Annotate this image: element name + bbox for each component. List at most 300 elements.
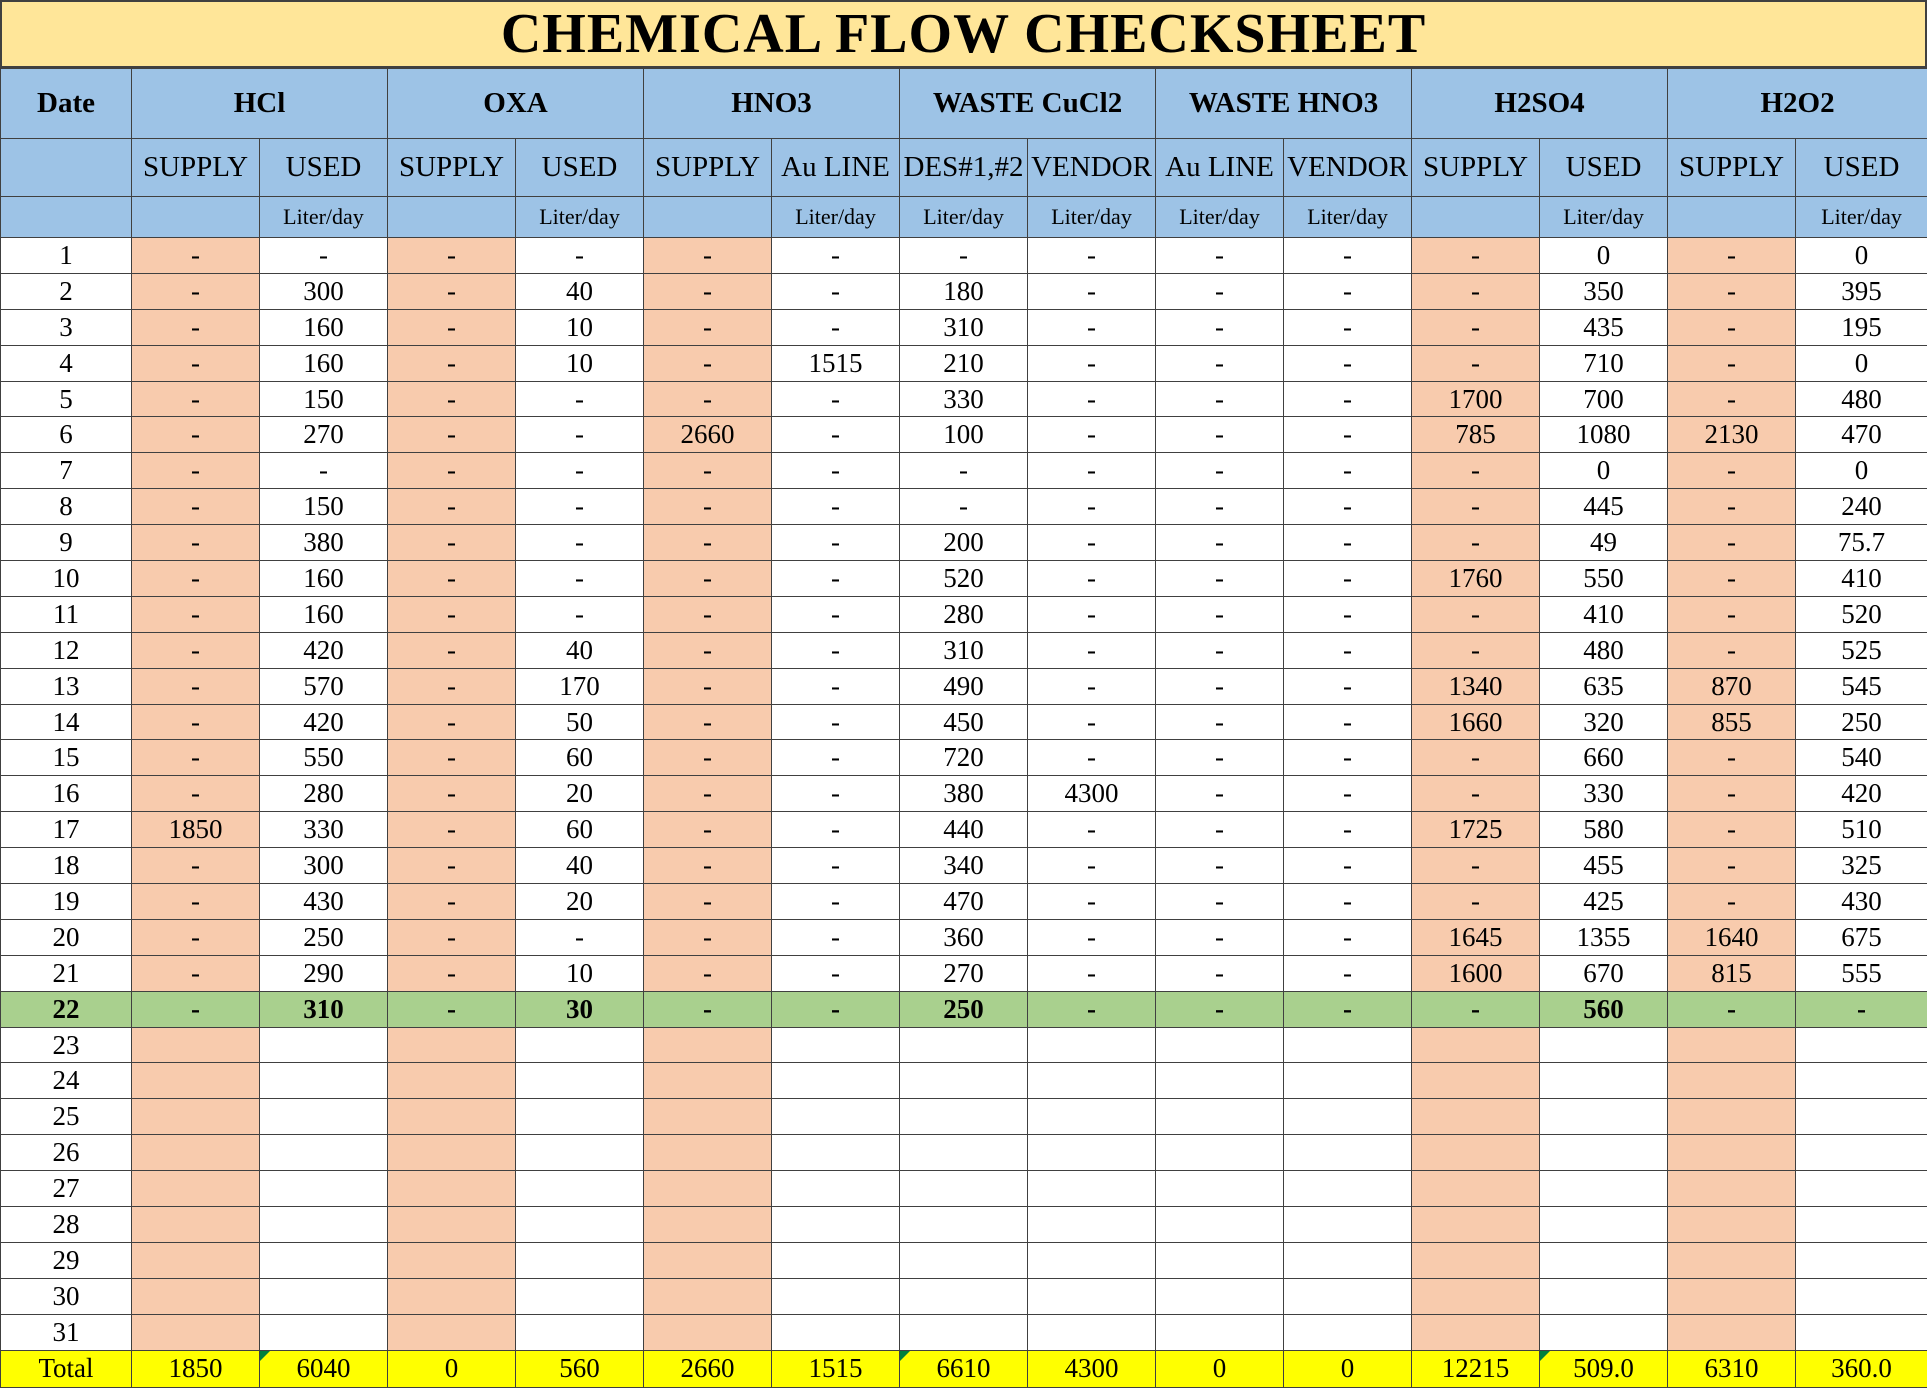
table-cell[interactable]: - [388, 238, 516, 274]
table-cell[interactable]: - [132, 632, 260, 668]
table-cell[interactable]: - [1668, 991, 1796, 1027]
table-cell[interactable]: 480 [1796, 381, 1927, 417]
table-cell[interactable] [1028, 1099, 1156, 1135]
table-cell[interactable]: - [772, 273, 900, 309]
table-cell[interactable]: 380 [900, 776, 1028, 812]
table-cell[interactable] [900, 1027, 1028, 1063]
table-cell[interactable]: 450 [900, 704, 1028, 740]
table-cell[interactable] [1156, 1314, 1284, 1350]
table-cell[interactable] [1668, 1063, 1796, 1099]
table-cell[interactable]: - [644, 776, 772, 812]
table-cell[interactable] [772, 1171, 900, 1207]
table-cell[interactable]: - [388, 417, 516, 453]
table-cell[interactable]: 0 [1796, 238, 1927, 274]
table-cell[interactable]: 160 [260, 309, 388, 345]
table-cell[interactable]: 520 [1796, 596, 1927, 632]
table-cell[interactable]: - [1284, 561, 1412, 597]
table-cell[interactable]: 470 [1796, 417, 1927, 453]
table-cell[interactable]: - [388, 453, 516, 489]
table-cell[interactable]: - [132, 919, 260, 955]
table-cell[interactable]: - [1412, 453, 1540, 489]
table-cell[interactable]: - [1028, 309, 1156, 345]
table-cell[interactable] [1668, 1027, 1796, 1063]
table-cell[interactable]: - [1156, 632, 1284, 668]
table-cell[interactable]: - [1668, 238, 1796, 274]
table-cell[interactable]: 430 [1796, 884, 1927, 920]
table-cell[interactable]: 30 [516, 991, 644, 1027]
table-cell[interactable]: 250 [900, 991, 1028, 1027]
table-cell[interactable]: - [1028, 740, 1156, 776]
table-cell[interactable]: - [1156, 596, 1284, 632]
table-cell[interactable]: 200 [900, 525, 1028, 561]
table-cell[interactable]: 20 [516, 776, 644, 812]
table-cell[interactable] [1412, 1314, 1540, 1350]
table-cell[interactable] [132, 1027, 260, 1063]
table-cell[interactable]: - [772, 955, 900, 991]
table-cell[interactable]: 250 [260, 919, 388, 955]
table-cell[interactable] [1156, 1099, 1284, 1135]
table-cell[interactable]: 570 [260, 668, 388, 704]
total-cell[interactable]: 509.0 [1540, 1350, 1668, 1387]
table-cell[interactable]: - [132, 884, 260, 920]
table-cell[interactable]: - [1156, 848, 1284, 884]
table-cell[interactable]: 870 [1668, 668, 1796, 704]
table-cell[interactable] [516, 1171, 644, 1207]
table-cell[interactable]: - [388, 309, 516, 345]
table-cell[interactable]: - [772, 632, 900, 668]
table-cell[interactable] [900, 1207, 1028, 1243]
table-cell[interactable]: - [772, 489, 900, 525]
table-cell[interactable] [644, 1207, 772, 1243]
table-cell[interactable]: - [772, 884, 900, 920]
table-cell[interactable]: - [388, 884, 516, 920]
table-cell[interactable] [388, 1099, 516, 1135]
total-cell[interactable]: 6040 [260, 1350, 388, 1387]
table-cell[interactable]: - [1668, 381, 1796, 417]
table-cell[interactable]: - [772, 309, 900, 345]
table-cell[interactable]: - [1284, 309, 1412, 345]
table-cell[interactable]: - [1284, 776, 1412, 812]
table-cell[interactable]: 10 [516, 345, 644, 381]
table-cell[interactable]: 445 [1540, 489, 1668, 525]
table-cell[interactable]: - [644, 525, 772, 561]
table-cell[interactable]: - [1284, 668, 1412, 704]
total-cell[interactable]: 2660 [644, 1350, 772, 1387]
table-cell[interactable]: - [1412, 345, 1540, 381]
table-cell[interactable]: - [1028, 955, 1156, 991]
table-cell[interactable]: - [772, 561, 900, 597]
table-cell[interactable] [1668, 1099, 1796, 1135]
table-cell[interactable]: 310 [900, 309, 1028, 345]
table-cell[interactable]: - [1156, 919, 1284, 955]
table-cell[interactable]: - [388, 955, 516, 991]
table-cell[interactable]: - [644, 381, 772, 417]
table-cell[interactable] [1156, 1242, 1284, 1278]
table-cell[interactable]: - [132, 848, 260, 884]
table-cell[interactable]: 330 [260, 812, 388, 848]
table-cell[interactable]: - [1284, 955, 1412, 991]
table-cell[interactable]: - [1668, 848, 1796, 884]
table-cell[interactable]: - [516, 381, 644, 417]
table-cell[interactable]: - [1284, 273, 1412, 309]
table-cell[interactable]: 1660 [1412, 704, 1540, 740]
table-cell[interactable]: - [1028, 489, 1156, 525]
table-cell[interactable] [388, 1242, 516, 1278]
table-cell[interactable] [1540, 1314, 1668, 1350]
table-cell[interactable] [900, 1099, 1028, 1135]
table-cell[interactable]: - [1156, 884, 1284, 920]
table-cell[interactable] [644, 1278, 772, 1314]
table-cell[interactable]: - [132, 991, 260, 1027]
table-cell[interactable]: - [1156, 812, 1284, 848]
table-cell[interactable]: 310 [900, 632, 1028, 668]
table-cell[interactable]: - [1156, 453, 1284, 489]
table-cell[interactable] [772, 1099, 900, 1135]
table-cell[interactable]: - [1028, 345, 1156, 381]
table-cell[interactable] [772, 1063, 900, 1099]
table-cell[interactable]: - [1412, 776, 1540, 812]
table-cell[interactable]: - [1412, 848, 1540, 884]
table-cell[interactable]: 1760 [1412, 561, 1540, 597]
table-cell[interactable]: - [900, 453, 1028, 489]
table-cell[interactable] [1028, 1027, 1156, 1063]
table-cell[interactable] [516, 1027, 644, 1063]
table-cell[interactable]: - [388, 704, 516, 740]
table-cell[interactable]: 0 [1540, 238, 1668, 274]
table-cell[interactable]: - [1284, 991, 1412, 1027]
table-cell[interactable]: - [132, 489, 260, 525]
table-cell[interactable]: 100 [900, 417, 1028, 453]
table-cell[interactable] [900, 1171, 1028, 1207]
table-cell[interactable]: 540 [1796, 740, 1927, 776]
table-cell[interactable] [900, 1278, 1028, 1314]
table-cell[interactable] [772, 1278, 900, 1314]
table-cell[interactable]: 675 [1796, 919, 1927, 955]
table-cell[interactable]: 290 [260, 955, 388, 991]
table-cell[interactable]: - [644, 453, 772, 489]
table-cell[interactable] [1412, 1063, 1540, 1099]
table-cell[interactable]: 635 [1540, 668, 1668, 704]
table-cell[interactable]: 435 [1540, 309, 1668, 345]
table-cell[interactable]: 360 [900, 919, 1028, 955]
table-cell[interactable] [132, 1135, 260, 1171]
table-cell[interactable]: 470 [900, 884, 1028, 920]
table-cell[interactable] [1668, 1207, 1796, 1243]
table-cell[interactable] [1668, 1242, 1796, 1278]
table-cell[interactable]: - [1156, 238, 1284, 274]
table-cell[interactable]: - [1028, 417, 1156, 453]
total-cell[interactable]: 0 [1156, 1350, 1284, 1387]
table-cell[interactable] [1284, 1242, 1412, 1278]
table-cell[interactable]: 420 [260, 632, 388, 668]
table-cell[interactable] [772, 1135, 900, 1171]
table-cell[interactable]: 250 [1796, 704, 1927, 740]
table-cell[interactable]: - [1284, 489, 1412, 525]
table-cell[interactable]: - [644, 955, 772, 991]
table-cell[interactable]: - [772, 596, 900, 632]
table-cell[interactable] [1284, 1135, 1412, 1171]
table-cell[interactable]: 815 [1668, 955, 1796, 991]
table-cell[interactable] [1028, 1135, 1156, 1171]
table-cell[interactable]: 300 [260, 273, 388, 309]
table-cell[interactable]: - [388, 919, 516, 955]
table-cell[interactable] [1284, 1171, 1412, 1207]
table-cell[interactable]: - [1156, 381, 1284, 417]
table-cell[interactable]: - [1668, 812, 1796, 848]
table-cell[interactable] [1156, 1278, 1284, 1314]
table-cell[interactable]: 520 [900, 561, 1028, 597]
table-cell[interactable]: - [1412, 273, 1540, 309]
table-cell[interactable]: - [772, 525, 900, 561]
table-cell[interactable] [644, 1171, 772, 1207]
table-cell[interactable] [132, 1207, 260, 1243]
total-cell[interactable]: 1515 [772, 1350, 900, 1387]
table-cell[interactable]: - [132, 309, 260, 345]
table-cell[interactable] [1028, 1314, 1156, 1350]
table-cell[interactable]: 0 [1796, 453, 1927, 489]
table-cell[interactable]: - [1156, 776, 1284, 812]
table-cell[interactable]: 660 [1540, 740, 1668, 776]
table-cell[interactable]: - [1668, 561, 1796, 597]
table-cell[interactable]: - [388, 740, 516, 776]
total-cell[interactable]: 360.0 [1796, 1350, 1927, 1387]
table-cell[interactable] [644, 1099, 772, 1135]
table-cell[interactable] [900, 1242, 1028, 1278]
table-cell[interactable] [644, 1135, 772, 1171]
table-cell[interactable]: 525 [1796, 632, 1927, 668]
table-cell[interactable] [1796, 1314, 1927, 1350]
table-cell[interactable]: 420 [1796, 776, 1927, 812]
table-cell[interactable]: - [132, 417, 260, 453]
table-cell[interactable]: - [1028, 668, 1156, 704]
table-cell[interactable] [388, 1027, 516, 1063]
table-cell[interactable]: 440 [900, 812, 1028, 848]
table-cell[interactable]: - [1284, 704, 1412, 740]
table-cell[interactable]: - [132, 238, 260, 274]
table-cell[interactable]: 150 [260, 489, 388, 525]
table-cell[interactable]: - [644, 991, 772, 1027]
table-cell[interactable]: - [1668, 489, 1796, 525]
table-cell[interactable]: 1080 [1540, 417, 1668, 453]
table-cell[interactable]: - [1028, 273, 1156, 309]
table-cell[interactable]: 195 [1796, 309, 1927, 345]
table-cell[interactable]: - [772, 740, 900, 776]
table-cell[interactable] [772, 1314, 900, 1350]
table-cell[interactable] [1668, 1171, 1796, 1207]
total-cell[interactable]: 6610 [900, 1350, 1028, 1387]
table-cell[interactable] [132, 1171, 260, 1207]
table-cell[interactable] [1412, 1099, 1540, 1135]
table-cell[interactable]: 0 [1540, 453, 1668, 489]
table-cell[interactable] [1540, 1027, 1668, 1063]
table-cell[interactable]: - [644, 740, 772, 776]
table-cell[interactable]: - [1668, 525, 1796, 561]
table-cell[interactable]: - [1284, 417, 1412, 453]
table-cell[interactable] [260, 1242, 388, 1278]
table-cell[interactable] [1156, 1171, 1284, 1207]
table-cell[interactable] [516, 1242, 644, 1278]
table-cell[interactable]: - [1028, 525, 1156, 561]
table-cell[interactable]: 60 [516, 812, 644, 848]
table-cell[interactable]: - [1028, 812, 1156, 848]
table-cell[interactable]: - [772, 812, 900, 848]
table-cell[interactable]: 20 [516, 884, 644, 920]
table-cell[interactable]: - [1156, 955, 1284, 991]
table-cell[interactable]: 40 [516, 848, 644, 884]
table-cell[interactable] [132, 1242, 260, 1278]
table-cell[interactable]: - [644, 704, 772, 740]
table-cell[interactable] [1412, 1171, 1540, 1207]
table-cell[interactable]: - [1156, 273, 1284, 309]
table-cell[interactable]: 270 [260, 417, 388, 453]
table-cell[interactable]: - [132, 596, 260, 632]
table-cell[interactable]: - [132, 740, 260, 776]
table-cell[interactable]: - [1028, 632, 1156, 668]
total-cell[interactable]: 1850 [132, 1350, 260, 1387]
table-cell[interactable] [1156, 1135, 1284, 1171]
table-cell[interactable]: 40 [516, 632, 644, 668]
table-cell[interactable]: - [1284, 848, 1412, 884]
table-cell[interactable]: 1600 [1412, 955, 1540, 991]
table-cell[interactable]: - [1284, 453, 1412, 489]
table-cell[interactable]: 480 [1540, 632, 1668, 668]
table-cell[interactable]: - [516, 596, 644, 632]
table-cell[interactable] [388, 1314, 516, 1350]
table-cell[interactable]: - [1156, 309, 1284, 345]
table-cell[interactable]: - [772, 704, 900, 740]
table-cell[interactable]: - [516, 561, 644, 597]
table-cell[interactable]: 490 [900, 668, 1028, 704]
table-cell[interactable] [516, 1207, 644, 1243]
table-cell[interactable]: - [772, 848, 900, 884]
table-cell[interactable]: 50 [516, 704, 644, 740]
table-cell[interactable]: - [1156, 704, 1284, 740]
table-cell[interactable] [260, 1278, 388, 1314]
table-cell[interactable]: - [1156, 417, 1284, 453]
table-cell[interactable] [1412, 1242, 1540, 1278]
table-cell[interactable]: - [1412, 238, 1540, 274]
table-cell[interactable] [644, 1063, 772, 1099]
table-cell[interactable]: 340 [900, 848, 1028, 884]
table-cell[interactable]: - [1028, 848, 1156, 884]
table-cell[interactable]: - [388, 345, 516, 381]
table-cell[interactable] [1668, 1278, 1796, 1314]
table-cell[interactable]: - [644, 848, 772, 884]
table-cell[interactable]: - [772, 919, 900, 955]
table-cell[interactable] [772, 1242, 900, 1278]
table-cell[interactable]: 60 [516, 740, 644, 776]
table-cell[interactable]: - [644, 489, 772, 525]
table-cell[interactable] [1540, 1135, 1668, 1171]
table-cell[interactable]: - [388, 991, 516, 1027]
table-cell[interactable] [260, 1135, 388, 1171]
table-cell[interactable] [260, 1207, 388, 1243]
table-cell[interactable]: 1725 [1412, 812, 1540, 848]
table-cell[interactable] [516, 1099, 644, 1135]
table-cell[interactable] [1796, 1027, 1927, 1063]
table-cell[interactable]: - [644, 919, 772, 955]
table-cell[interactable]: 1700 [1412, 381, 1540, 417]
table-cell[interactable] [1540, 1207, 1668, 1243]
table-cell[interactable]: - [132, 704, 260, 740]
table-cell[interactable] [260, 1063, 388, 1099]
table-cell[interactable] [772, 1027, 900, 1063]
table-cell[interactable]: - [1028, 884, 1156, 920]
table-cell[interactable]: 670 [1540, 955, 1668, 991]
table-cell[interactable]: - [1668, 740, 1796, 776]
table-cell[interactable]: - [772, 238, 900, 274]
table-cell[interactable]: - [644, 309, 772, 345]
table-cell[interactable]: 75.7 [1796, 525, 1927, 561]
table-cell[interactable]: - [1156, 668, 1284, 704]
table-cell[interactable]: 430 [260, 884, 388, 920]
table-cell[interactable] [1540, 1242, 1668, 1278]
table-cell[interactable] [132, 1278, 260, 1314]
table-cell[interactable]: - [516, 417, 644, 453]
table-cell[interactable] [1540, 1063, 1668, 1099]
table-cell[interactable]: 700 [1540, 381, 1668, 417]
table-cell[interactable] [1796, 1099, 1927, 1135]
table-cell[interactable]: 560 [1540, 991, 1668, 1027]
table-cell[interactable] [1028, 1242, 1156, 1278]
total-cell[interactable]: 560 [516, 1350, 644, 1387]
table-cell[interactable]: - [772, 991, 900, 1027]
table-cell[interactable]: 1850 [132, 812, 260, 848]
table-cell[interactable]: - [516, 453, 644, 489]
table-cell[interactable] [260, 1314, 388, 1350]
table-cell[interactable]: 310 [260, 991, 388, 1027]
table-cell[interactable] [644, 1314, 772, 1350]
table-cell[interactable] [1796, 1063, 1927, 1099]
table-cell[interactable]: - [1284, 884, 1412, 920]
table-cell[interactable] [1028, 1063, 1156, 1099]
table-cell[interactable]: 550 [1540, 561, 1668, 597]
table-cell[interactable]: - [388, 273, 516, 309]
table-cell[interactable]: - [1028, 991, 1156, 1027]
table-cell[interactable] [1028, 1207, 1156, 1243]
table-cell[interactable] [900, 1135, 1028, 1171]
table-cell[interactable]: - [1028, 561, 1156, 597]
table-cell[interactable]: 325 [1796, 848, 1927, 884]
table-cell[interactable] [1796, 1278, 1927, 1314]
table-cell[interactable]: - [1284, 632, 1412, 668]
table-cell[interactable] [1796, 1207, 1927, 1243]
table-cell[interactable]: - [1028, 919, 1156, 955]
table-cell[interactable]: - [388, 596, 516, 632]
table-cell[interactable]: 160 [260, 561, 388, 597]
table-cell[interactable]: - [1156, 489, 1284, 525]
table-cell[interactable]: - [644, 812, 772, 848]
table-cell[interactable]: - [900, 238, 1028, 274]
table-cell[interactable]: - [1156, 561, 1284, 597]
table-cell[interactable] [260, 1171, 388, 1207]
table-cell[interactable]: - [1668, 453, 1796, 489]
table-cell[interactable] [772, 1207, 900, 1243]
table-cell[interactable] [1796, 1242, 1927, 1278]
table-cell[interactable]: - [1668, 345, 1796, 381]
table-cell[interactable]: 49 [1540, 525, 1668, 561]
table-cell[interactable]: 300 [260, 848, 388, 884]
table-cell[interactable]: - [772, 668, 900, 704]
table-cell[interactable]: 330 [1540, 776, 1668, 812]
table-cell[interactable] [644, 1242, 772, 1278]
table-cell[interactable] [644, 1027, 772, 1063]
table-cell[interactable] [1668, 1314, 1796, 1350]
table-cell[interactable]: 10 [516, 309, 644, 345]
table-cell[interactable] [132, 1063, 260, 1099]
table-cell[interactable]: - [644, 238, 772, 274]
table-cell[interactable]: - [132, 668, 260, 704]
